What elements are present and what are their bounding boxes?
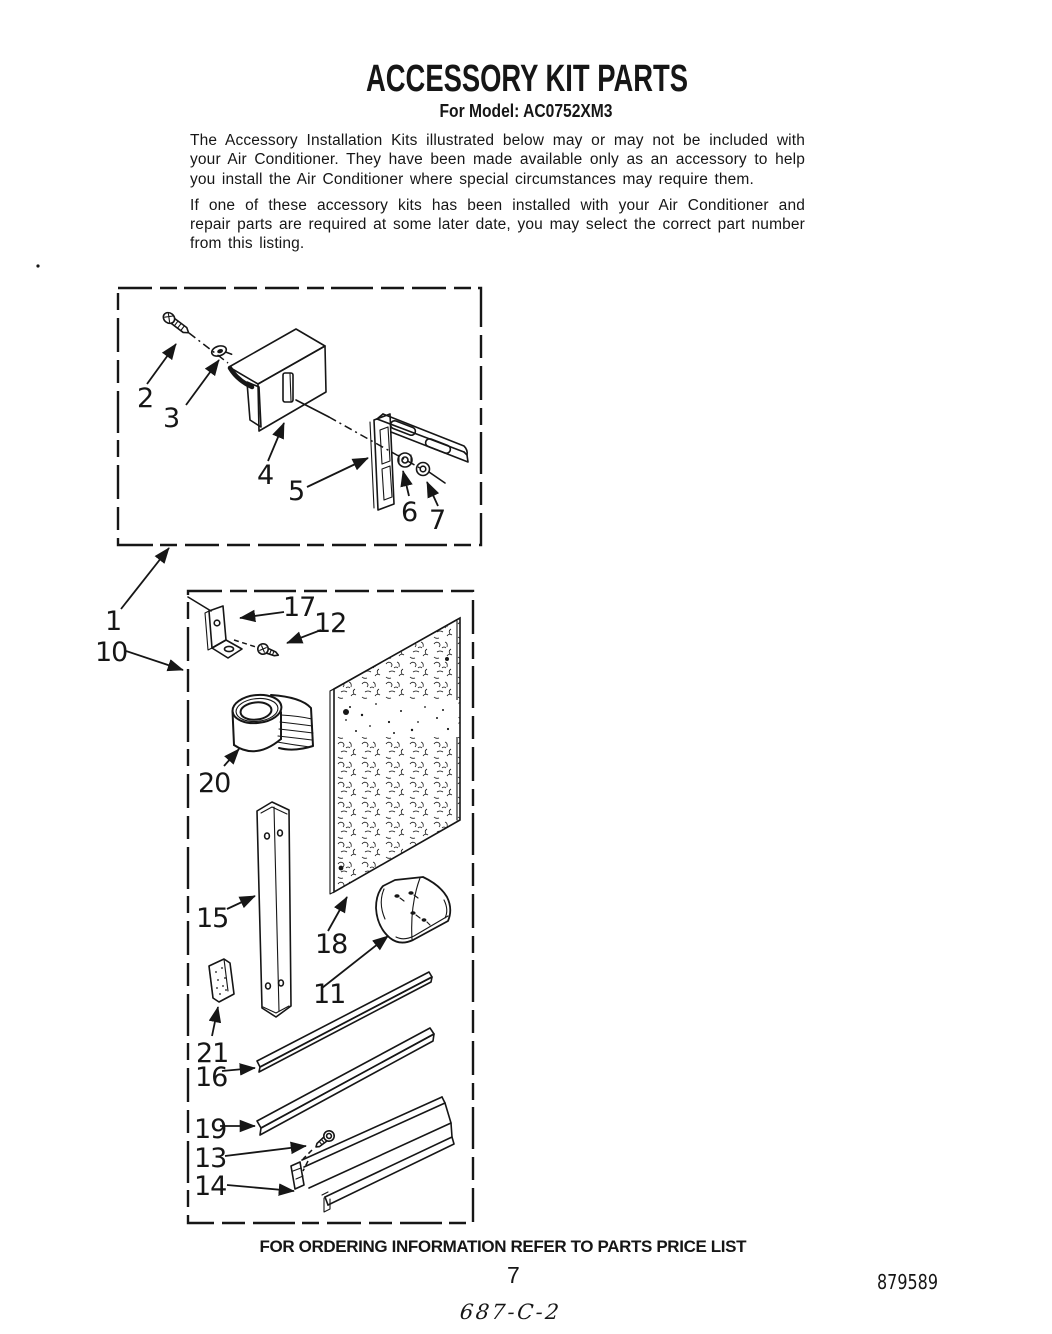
callout-label-15: 15 — [196, 903, 229, 934]
callout-arrow-18 — [328, 897, 347, 931]
callout-label-3: 3 — [163, 403, 180, 434]
part-5-support-bracket — [370, 414, 468, 510]
callout-arrow-15 — [227, 896, 255, 909]
callout-label-19: 19 — [194, 1114, 227, 1145]
scan-speck — [36, 264, 39, 267]
callout-arrow-14 — [227, 1185, 294, 1191]
callout-arrow-17 — [240, 612, 284, 618]
callout-label-14: 14 — [194, 1171, 227, 1202]
intro-paragraph-1: The Accessory Installation Kits illustrated below may or may not be included with your Air Conditioner. They have been made available only as an accessory to help you install the Air Conditioner where special circumstances may require them. — [190, 132, 805, 188]
callout-label-12: 12 — [314, 608, 347, 639]
page-number: 7 — [507, 1262, 520, 1288]
part-14-support-rail — [291, 1097, 454, 1212]
part-19-seal-strip — [257, 1028, 434, 1135]
part-2-screw — [161, 310, 191, 336]
callout-label-7: 7 — [429, 505, 446, 536]
model-subtitle: For Model: AC0752XM3 — [439, 101, 613, 121]
assembly-centerline — [189, 333, 228, 363]
callout-label-1: 1 — [105, 606, 122, 637]
callout-label-10: 10 — [95, 637, 128, 668]
callout-arrow-21 — [212, 1007, 218, 1036]
callout-label-2: 2 — [137, 383, 154, 414]
part-15-side-channel — [257, 802, 291, 1017]
callout-label-18: 18 — [315, 929, 348, 960]
footer-note: FOR ORDERING INFORMATION REFER TO PARTS PRICE LIST — [259, 1237, 747, 1256]
part-18-foam-panel — [330, 618, 460, 894]
callout-arrow-6 — [403, 471, 409, 496]
callout-arrow-3 — [186, 360, 219, 405]
kit1-exploded-view — [161, 310, 468, 510]
handwritten-code: 687-C-2 — [458, 1300, 563, 1324]
part-17-angle-bracket — [188, 597, 242, 658]
callout-arrow-10 — [126, 651, 183, 670]
part-6-nut — [398, 453, 412, 467]
document-number: 879589 — [877, 1270, 938, 1294]
part-11-curved-clip — [376, 877, 450, 943]
part-20-gasket-roll — [231, 693, 313, 752]
callout-arrow-5 — [307, 458, 368, 487]
page-title: ACCESSORY KIT PARTS — [366, 58, 688, 100]
callout-arrow-4 — [268, 423, 284, 461]
part-7-nut — [417, 463, 446, 484]
callout-arrow-20 — [224, 749, 239, 766]
callout-label-5: 5 — [288, 476, 305, 507]
callout-label-4: 4 — [257, 460, 274, 491]
part-12-screw — [256, 642, 280, 660]
callout-label-6: 6 — [401, 497, 418, 528]
callout-arrow-13 — [225, 1146, 306, 1156]
part-4-cover — [229, 329, 326, 431]
callout-label-17: 17 — [283, 592, 316, 623]
callout-arrow-2 — [147, 344, 176, 384]
kit2-exploded-view — [188, 597, 460, 1212]
intro-paragraph-2: If one of these accessory kits has been installed with your Air Conditioner and repair parts are required at some later date, you may select the correct part number from this listing. — [190, 196, 805, 253]
callout-label-20: 20 — [198, 768, 231, 799]
callout-arrow-1 — [121, 548, 169, 609]
callout-label-21: 21 — [196, 1038, 229, 1069]
callout-label-13: 13 — [194, 1143, 227, 1174]
assembly-centerline — [296, 400, 329, 417]
callout-label-16: 16 — [195, 1062, 228, 1093]
callout-label-11: 11 — [313, 979, 346, 1010]
callout-arrow-7 — [427, 482, 438, 506]
part-21-foam-block — [209, 959, 234, 1002]
